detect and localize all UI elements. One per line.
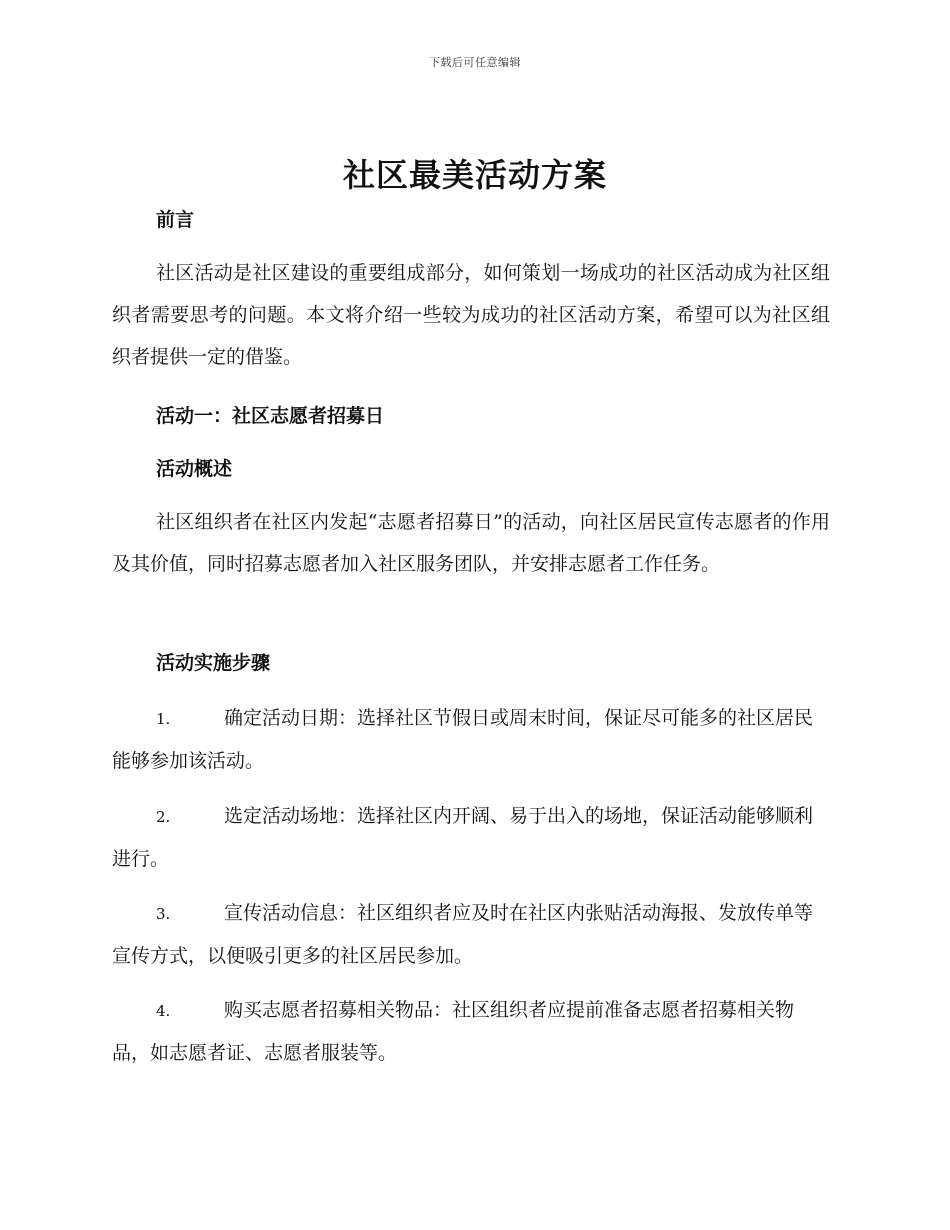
overview-heading: 活动概述: [156, 458, 233, 480]
step-number: 4.: [156, 1002, 171, 1020]
step-item: [112, 795, 830, 880]
preface-paragraph: 社区活动是社区建设的重要组成部分，如何策划一场成功的社区活动成为社区组织者需要思考的问题。本文将介绍一些较为成功的社区活动方案，希望可以为社区组织者提供一定的借鉴。: [112, 262, 830, 368]
running-header: 下载后可任意编辑: [429, 56, 521, 69]
preface-heading: 前言: [156, 209, 195, 231]
step-item: [112, 697, 830, 782]
step-number: 3.: [156, 905, 171, 923]
activity-one-heading: 活动一：社区志愿者招募日: [156, 405, 385, 427]
step-text: 确定活动日期：选择社区节假日或周末时间，保证尽可能多的社区居民能够参加该活动。: [112, 707, 814, 772]
step-item: [112, 892, 830, 977]
overview-paragraph: 社区组织者在社区内发起“志愿者招募日”的活动，向社区居民宣传志愿者的作用及其价值，同时招募志愿者加入社区服务团队，并安排志愿者工作任务。: [112, 511, 830, 575]
step-number: 2.: [156, 808, 171, 826]
step-text: 宣传活动信息：社区组织者应及时在社区内张贴活动海报、发放传单等宣传方式，以便吸引更多的社区居民参加。: [112, 902, 814, 967]
step-item: [112, 989, 830, 1074]
step-text: 购买志愿者招募相关物品：社区组织者应提前准备志愿者招募相关物品，如志愿者证、志愿者服装等。: [112, 999, 795, 1064]
document-title: 社区最美活动方案: [342, 156, 607, 194]
step-text: 选定活动场地：选择社区内开阔、易于出入的场地，保证活动能够顺利进行。: [112, 805, 814, 870]
steps-heading: 活动实施步骤: [156, 652, 271, 674]
step-number: 1.: [156, 710, 171, 728]
